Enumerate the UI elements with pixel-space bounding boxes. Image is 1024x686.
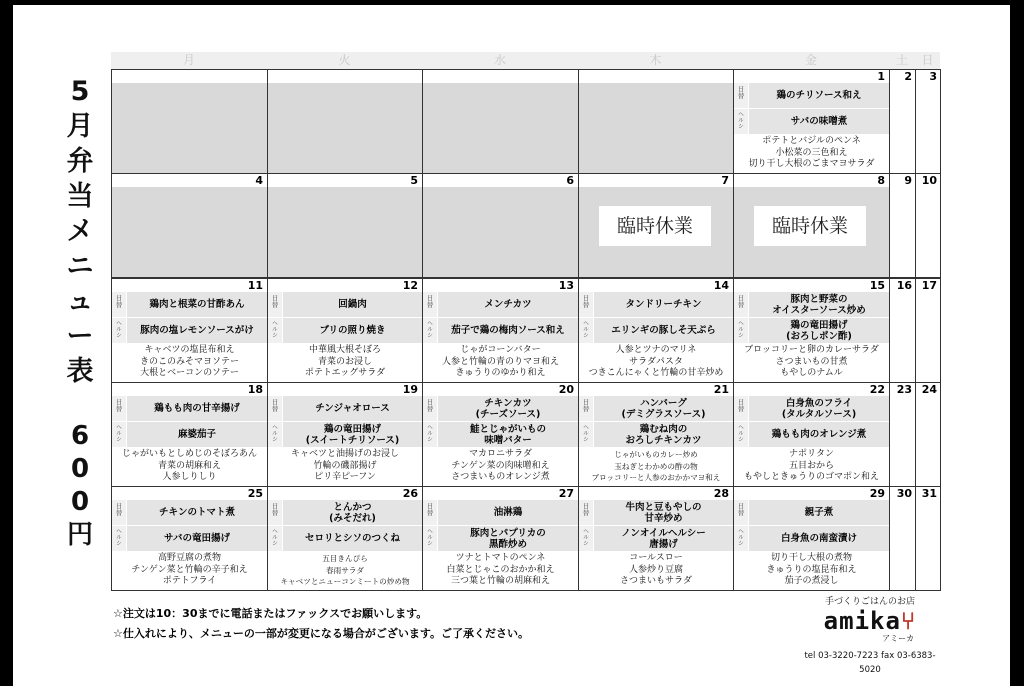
daily-dish: 鶏肉と根菜の甘酢あん	[127, 292, 267, 317]
side-dishes	[112, 553, 267, 588]
daily-dish: チキンのトマト煮	[127, 500, 267, 525]
side-dish: サラダパスタ	[629, 356, 683, 367]
sunday-cell	[915, 278, 941, 383]
saturday-cell	[889, 173, 916, 278]
day-number: 25	[247, 487, 263, 500]
side-dish: 中華風大根そぼろ	[308, 345, 381, 355]
side-dishes	[268, 553, 422, 588]
healthy-label: ヘ ル シ	[268, 526, 282, 551]
closed-notice: 臨時休業	[599, 206, 711, 246]
healthy-label: ヘ ル シ	[112, 526, 126, 551]
day-cell	[733, 278, 890, 383]
shop-info	[800, 596, 940, 677]
day-cell	[422, 382, 579, 487]
side-dishes	[579, 553, 733, 588]
healthy-dish: 鶏の竜田揚げ (おろしポン酢)	[749, 318, 889, 343]
title-char: 当	[66, 181, 94, 212]
day-cell	[111, 486, 268, 591]
daily-dish: 回鍋肉	[283, 292, 422, 317]
side-dish: ナポリタン	[788, 449, 834, 459]
page-title	[60, 74, 100, 389]
daily-label: 日 替	[734, 396, 748, 421]
healthy-dish: 鶏むね肉の おろしチキンカツ	[594, 422, 733, 447]
saturday-cell	[889, 69, 916, 174]
title-char: 表	[66, 356, 94, 387]
day-number: 9	[904, 174, 912, 187]
healthy-dish: 麻婆茄子	[127, 422, 267, 447]
day-number: 29	[869, 487, 885, 500]
side-dishes	[112, 345, 267, 380]
healthy-dish: 白身魚の南蛮漬け	[749, 526, 889, 551]
healthy-label: ヘ ル シ	[112, 318, 126, 343]
day-cell	[422, 278, 579, 383]
healthy-label: ヘ ル シ	[734, 526, 748, 551]
weekday-header: 月	[111, 52, 267, 69]
day-number: 16	[896, 279, 912, 292]
side-dish: 青菜の胡麻和え	[157, 460, 221, 471]
healthy-dish: サバの味噌煮	[749, 109, 889, 134]
no-service-area	[423, 83, 578, 173]
daily-dish: 鶏もも肉の甘辛揚げ	[127, 396, 267, 421]
side-dish: ツナとトマトのペンネ	[455, 553, 546, 563]
day-cell	[267, 486, 423, 591]
daily-label: 日 替	[579, 500, 593, 525]
side-dishes	[112, 449, 267, 484]
price-label	[60, 420, 100, 552]
day-cell	[422, 173, 579, 278]
day-number: 26	[402, 487, 418, 500]
day-number: 4	[255, 174, 263, 187]
title-char: ー	[66, 321, 94, 352]
side-dish: ポテトエッグサラダ	[304, 368, 386, 378]
healthy-label: ヘ ル シ	[423, 422, 437, 447]
day-number: 28	[713, 487, 729, 500]
day-cell	[578, 278, 734, 383]
day-cell	[733, 69, 890, 174]
title-char: ニ	[66, 251, 94, 282]
daily-label: 日 替	[423, 500, 437, 525]
healthy-dish: 鶏もも肉のオレンジ煮	[749, 422, 889, 447]
healthy-dish: 鮭とじゃがいもの 味噌バター	[438, 422, 578, 447]
title-char: 弁	[66, 146, 94, 177]
side-dish: ポテトフライ	[162, 576, 217, 586]
sunday-cell	[915, 69, 941, 174]
side-dish: 人参とツナのマリネ	[615, 345, 697, 355]
side-dish: 茄子の煮浸し	[784, 576, 839, 586]
saturday-cell	[889, 486, 916, 591]
side-dish: もやしときゅうりのゴマポン和え	[743, 472, 879, 482]
title-char: 5	[70, 76, 90, 107]
daily-dish: タンドリーチキン	[594, 292, 733, 317]
daily-label: 日 替	[112, 292, 126, 317]
side-dish: じゃがコーンバター	[460, 345, 541, 355]
day-number: 7	[721, 174, 729, 187]
weekday-header: 土	[889, 52, 915, 69]
day-cell	[111, 278, 268, 383]
daily-label: 日 替	[734, 292, 748, 317]
side-dishes	[423, 449, 578, 484]
side-dish: じゃがいものカレー炒め	[614, 450, 698, 459]
day-number: 2	[904, 70, 912, 83]
side-dish: さつまいもの甘煮	[775, 356, 848, 367]
day-number: 11	[247, 279, 263, 292]
title-char: メ	[66, 216, 94, 247]
day-cell	[267, 278, 423, 383]
day-number: 15	[869, 279, 885, 292]
healthy-label: ヘ ル シ	[734, 422, 748, 447]
no-service-area	[112, 83, 267, 173]
day-cell	[578, 382, 734, 487]
side-dish: ブロッコリーと人参のおかかマヨ和え	[591, 473, 721, 482]
title-char: 月	[66, 111, 94, 142]
side-dishes	[579, 345, 733, 380]
day-cell	[267, 69, 423, 174]
healthy-dish: 豚肉とパプリカの 黒酢炒め	[438, 526, 578, 551]
sunday-cell	[915, 173, 941, 278]
side-dish: ピリ辛ピーフン	[314, 472, 376, 482]
side-dish: ポテトとバジルのペンネ	[762, 136, 861, 146]
side-dish: きのこのみそマヨソテー	[139, 356, 239, 367]
day-cell	[267, 382, 423, 487]
healthy-dish: 豚肉の塩レモンソースがけ	[127, 318, 267, 343]
weekday-header: 金	[733, 52, 889, 69]
day-number: 30	[896, 487, 912, 500]
saturday-cell	[889, 278, 916, 383]
healthy-label: ヘ ル シ	[579, 526, 593, 551]
daily-dish: とんかつ (みそだれ)	[283, 500, 422, 525]
day-cell	[578, 69, 734, 174]
healthy-label: ヘ ル シ	[734, 109, 748, 134]
day-cell	[111, 69, 268, 174]
daily-dish: 白身魚のフライ (タルタルソース)	[749, 396, 889, 421]
day-cell	[733, 173, 890, 278]
side-dish: じゃがいもとしめじのそぼろあん	[121, 449, 257, 459]
side-dish: 大根とベーコンのソテー	[140, 368, 239, 378]
side-dish: 小松菜の三色和え	[775, 147, 848, 158]
healthy-label: ヘ ル シ	[579, 422, 593, 447]
daily-dish: ハンバーグ (デミグラスソース)	[594, 396, 733, 421]
daily-label: 日 替	[268, 396, 282, 421]
side-dishes	[734, 345, 889, 380]
side-dish: もやしのナムル	[780, 368, 843, 378]
healthy-dish: セロリとシソのつくね	[283, 526, 422, 551]
day-number: 24	[921, 383, 937, 396]
price-char: 0	[70, 454, 90, 484]
sunday-cell	[915, 486, 941, 591]
day-cell	[422, 69, 579, 174]
daily-dish: 親子煮	[749, 500, 889, 525]
fork-spoon-icon: ⑂	[900, 607, 917, 635]
no-service-area	[579, 83, 733, 173]
day-cell	[422, 486, 579, 591]
daily-label: 日 替	[112, 500, 126, 525]
title-char: ュ	[66, 286, 94, 317]
day-number: 31	[921, 487, 937, 500]
weekday-header: 日	[915, 52, 940, 69]
healthy-dish: 茄子で鶏の梅肉ソース和え	[438, 318, 578, 343]
healthy-label: ヘ ル シ	[734, 318, 748, 343]
daily-dish: 豚肉と野菜の オイスターソース炒め	[749, 292, 889, 317]
healthy-label: ヘ ル シ	[579, 318, 593, 343]
day-number: 18	[247, 383, 263, 396]
order-notes	[113, 604, 529, 644]
no-service-area	[423, 187, 578, 277]
day-number: 21	[713, 383, 729, 396]
side-dish: キャベツの塩昆布和え	[144, 345, 235, 355]
weekday-header: 水	[422, 52, 578, 69]
side-dish: さつまいものオレンジ煮	[451, 472, 550, 482]
side-dish: きゅうりの塩昆布和え	[766, 564, 857, 575]
daily-dish: 油淋鶏	[438, 500, 578, 525]
shop-contact: tel 03-3220-7223 fax 03-6383-5020	[804, 651, 936, 675]
daily-label: 日 替	[734, 83, 748, 108]
day-number: 23	[896, 383, 912, 396]
healthy-label: ヘ ル シ	[268, 318, 282, 343]
side-dish: 白菜とじゃこのおかか和え	[446, 564, 555, 575]
side-dish: 玉ねぎとわかめの酢の物	[614, 461, 698, 471]
daily-label: 日 替	[268, 500, 282, 525]
side-dishes	[423, 553, 578, 588]
side-dish: さつまいもサラダ	[620, 576, 692, 586]
price-char: 0	[70, 487, 90, 517]
side-dishes	[423, 345, 578, 380]
day-cell	[111, 173, 268, 278]
healthy-dish: エリンギの豚しそ天ぷら	[594, 318, 733, 343]
side-dish: 春雨サラダ	[326, 565, 364, 575]
side-dish: 竹輪の磯部揚げ	[313, 460, 377, 471]
day-cell	[733, 486, 890, 591]
side-dishes	[734, 449, 889, 484]
side-dishes	[268, 449, 422, 484]
price-char: 6	[70, 421, 90, 451]
no-service-area	[268, 83, 422, 173]
day-number: 3	[929, 70, 937, 83]
day-number: 20	[558, 383, 574, 396]
side-dish: 人参と竹輪の青のりマヨ和え	[441, 356, 559, 367]
side-dish: つきこんにゃくと竹輪の甘辛炒め	[588, 368, 724, 378]
day-cell	[578, 173, 734, 278]
weekday-header: 火	[267, 52, 422, 69]
daily-label: 日 替	[579, 292, 593, 317]
healthy-label: ヘ ル シ	[112, 422, 126, 447]
day-cell	[578, 486, 734, 591]
day-number: 27	[558, 487, 574, 500]
side-dish: ブロッコリーと卵のカレーサラダ	[744, 345, 879, 355]
side-dish: 切り干し大根の煮物	[770, 553, 852, 563]
weekday-header: 木	[578, 52, 733, 69]
day-number: 6	[566, 174, 574, 187]
healthy-dish: ノンオイルヘルシー 唐揚げ	[594, 526, 733, 551]
side-dish: チンゲン菜と竹輪の辛子和え	[131, 564, 248, 575]
daily-dish: 鶏のチリソース和え	[749, 83, 889, 108]
shop-kana: アミーカ	[882, 634, 914, 643]
sunday-cell	[915, 382, 941, 487]
side-dish: マカロニサラダ	[469, 449, 532, 459]
side-dish: 高野豆腐の煮物	[157, 553, 221, 563]
side-dishes	[734, 136, 889, 171]
shop-logo-text: amika	[823, 607, 901, 635]
day-number: 13	[558, 279, 574, 292]
no-service-area	[268, 187, 422, 277]
day-number: 12	[402, 279, 418, 292]
daily-label: 日 替	[268, 292, 282, 317]
side-dish: きゅうりのゆかり和え	[455, 368, 546, 378]
healthy-label: ヘ ル シ	[423, 526, 437, 551]
day-number: 17	[921, 279, 937, 292]
side-dish: チンゲン菜の肉味噌和え	[451, 460, 550, 471]
healthy-dish: 鶏の竜田揚げ (スイートチリソース)	[283, 422, 422, 447]
shop-logo	[800, 608, 940, 634]
side-dish: 人参しりしり	[162, 472, 217, 482]
healthy-dish: サバの竜田揚げ	[127, 526, 267, 551]
note-order-deadline: ☆注文は10：30までに電話またはファックスでお願いします。	[113, 607, 428, 620]
side-dish: キャベツとニューコンミートの炒め物	[280, 577, 410, 586]
daily-label: 日 替	[112, 396, 126, 421]
daily-dish: 牛肉と豆もやしの 甘辛炒め	[594, 500, 733, 525]
daily-label: 日 替	[579, 396, 593, 421]
saturday-cell	[889, 382, 916, 487]
day-cell	[733, 382, 890, 487]
side-dish: 五目おから	[788, 460, 834, 471]
daily-label: 日 替	[734, 500, 748, 525]
healthy-label: ヘ ル シ	[423, 318, 437, 343]
day-number: 1	[877, 70, 885, 83]
day-number: 8	[877, 174, 885, 187]
daily-label: 日 替	[423, 396, 437, 421]
side-dish: 人参炒り豆腐	[628, 564, 683, 575]
day-number: 22	[869, 383, 885, 396]
day-number: 10	[921, 174, 937, 187]
side-dish: キャベツと油揚げのお浸し	[290, 449, 399, 459]
side-dish: 切り干し大根のごまマヨサラダ	[748, 159, 875, 169]
day-cell	[267, 173, 423, 278]
shop-tagline: 手づくりごはんのお店	[824, 597, 915, 607]
healthy-dish: ブリの照り焼き	[283, 318, 422, 343]
day-cell	[111, 382, 268, 487]
day-number: 19	[402, 383, 418, 396]
side-dishes	[734, 553, 889, 588]
price-char: 円	[66, 520, 93, 550]
side-dish: 三つ葉と竹輪の胡麻和え	[450, 576, 550, 586]
closed-notice: 臨時休業	[754, 206, 866, 246]
side-dish: 五目きんぴら	[322, 554, 368, 563]
day-number: 5	[410, 174, 418, 187]
side-dish: 青菜のお浸し	[317, 356, 372, 367]
side-dishes	[268, 345, 422, 380]
daily-dish: チンジャオロース	[283, 396, 422, 421]
healthy-label: ヘ ル シ	[268, 422, 282, 447]
note-menu-change: ☆仕入れにより、メニューの一部が変更になる場合がございます。ご了承ください。	[113, 627, 529, 640]
daily-dish: チキンカツ (チーズソース)	[438, 396, 578, 421]
side-dish: コールスロー	[629, 553, 683, 563]
daily-label: 日 替	[423, 292, 437, 317]
day-number: 14	[713, 279, 729, 292]
side-dishes	[579, 449, 733, 484]
daily-dish: メンチカツ	[438, 292, 578, 317]
no-service-area	[112, 187, 267, 277]
